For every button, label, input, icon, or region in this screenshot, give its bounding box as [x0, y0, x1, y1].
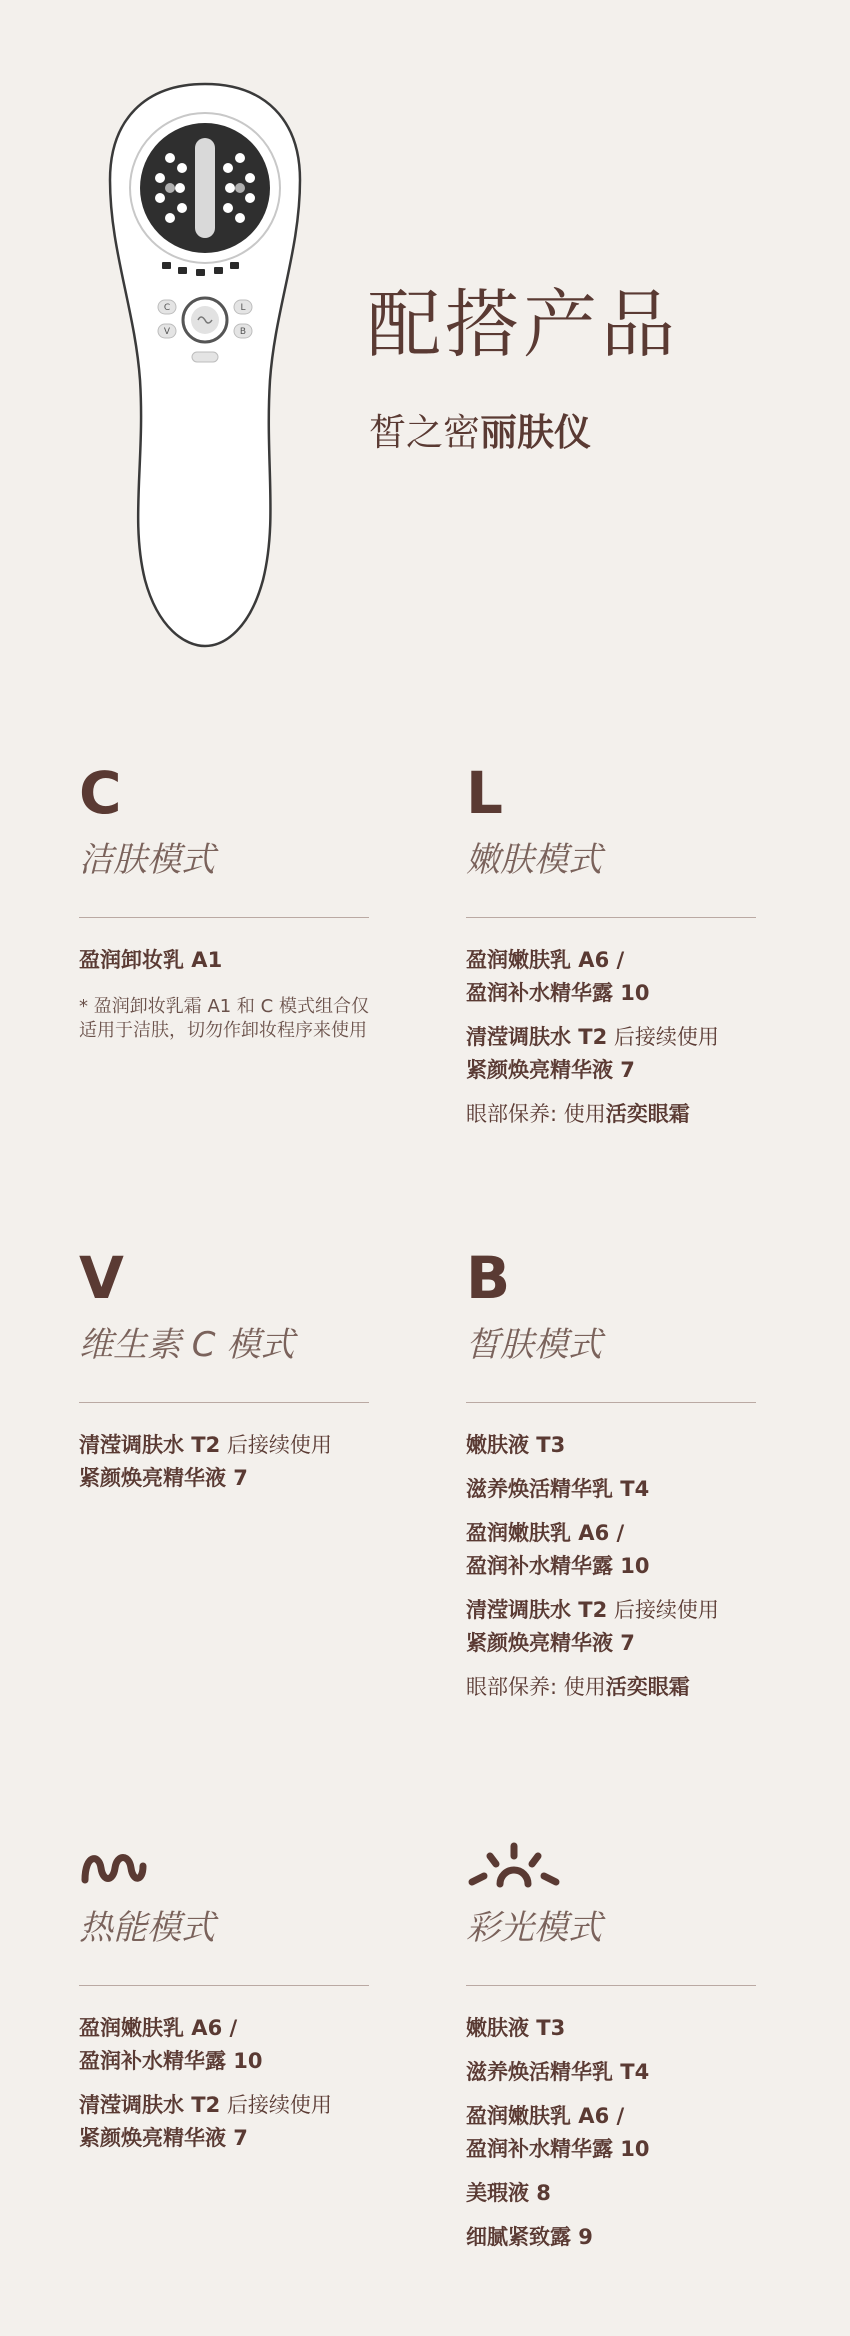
product-item: 紧颜焕亮精华液 7 — [79, 1465, 248, 1490]
subtitle-bold: 丽肤仪 — [480, 411, 591, 454]
product-item: 紧颜焕亮精华液 7 — [466, 1057, 635, 1082]
mode-card-light — [466, 1830, 756, 2265]
mode-card-c — [79, 759, 369, 1043]
product-item: 盈润嫩肤乳 A6 / — [466, 1520, 625, 1545]
subtitle-prefix: 皙之密 — [369, 411, 480, 454]
divider — [466, 917, 756, 918]
product-item: 盈润补水精华露 10 — [466, 2136, 650, 2161]
product-item: 盈润嫩肤乳 A6 / — [466, 947, 625, 972]
mode-letter: B — [466, 1244, 511, 1312]
mode-note: * 盈润卸妆乳霜 A1 和 C 模式组合仅适用于洁肤，切勿作卸妆程序来使用 — [79, 995, 369, 1041]
mode-card-v — [79, 1244, 369, 1506]
beauty-device-illustration — [100, 80, 310, 650]
product-item: 紧颜焕亮精华液 7 — [79, 2125, 248, 2150]
page-title: 配搭产品 — [367, 282, 679, 368]
mode-card-heat — [79, 1830, 369, 2166]
product-item: 清滢调肤水 T2 后接续使用 — [79, 1432, 332, 1457]
product-item: 细腻紧致露 9 — [466, 2224, 593, 2249]
mode-name: 热能模式 — [79, 1908, 215, 1948]
product-item: 清滢调肤水 T2 后接续使用 — [466, 1024, 719, 1049]
hero-section — [0, 0, 850, 700]
mode-name: 皙肤模式 — [466, 1325, 602, 1365]
mode-card-l — [466, 759, 756, 1142]
device-button-v-label: V — [163, 327, 171, 337]
product-item: 盈润嫩肤乳 A6 / — [466, 2103, 625, 2128]
device-button-l-label: L — [240, 303, 246, 313]
product-item: 清滢调肤水 T2 后接续使用 — [79, 2092, 332, 2117]
product-item: 滋养焕活精华乳 T4 — [466, 2059, 650, 2084]
mode-name: 洁肤模式 — [79, 840, 215, 880]
heat-wave-icon — [79, 1846, 149, 1890]
mode-name: 维生素 C 模式 — [79, 1325, 295, 1365]
divider — [79, 917, 369, 918]
product-item: 眼部保养: 使用活奕眼霜 — [466, 1674, 690, 1699]
divider — [79, 1402, 369, 1403]
product-item: 盈润补水精华露 10 — [466, 1553, 650, 1578]
product-item: 盈润卸妆乳 A1 — [79, 947, 223, 972]
mode-card-b — [466, 1244, 756, 1715]
mode-letter: V — [79, 1244, 124, 1312]
product-item: 盈润补水精华露 10 — [466, 980, 650, 1005]
divider — [79, 1985, 369, 1986]
product-item: 盈润补水精华露 10 — [79, 2048, 263, 2073]
product-item: 眼部保养: 使用活奕眼霜 — [466, 1101, 690, 1126]
product-item: 盈润嫩肤乳 A6 / — [79, 2015, 238, 2040]
product-item: 清滢调肤水 T2 后接续使用 — [466, 1597, 719, 1622]
device-button-c-label: C — [163, 303, 171, 313]
product-item: 滋养焕活精华乳 T4 — [466, 1476, 650, 1501]
product-item: 嫩肤液 T3 — [466, 1432, 566, 1457]
page-subtitle — [369, 411, 591, 454]
product-item: 美瑕液 8 — [466, 2180, 551, 2205]
sun-rays-icon — [466, 1842, 562, 1890]
divider — [466, 1985, 756, 1986]
product-item: 紧颜焕亮精华液 7 — [466, 1630, 635, 1655]
device-button-b-label: B — [239, 327, 247, 337]
mode-letter: C — [79, 759, 122, 827]
mode-name: 嫩肤模式 — [466, 840, 602, 880]
product-item: 嫩肤液 T3 — [466, 2015, 566, 2040]
mode-name: 彩光模式 — [466, 1908, 602, 1948]
mode-letter: L — [466, 759, 503, 827]
divider — [466, 1402, 756, 1403]
